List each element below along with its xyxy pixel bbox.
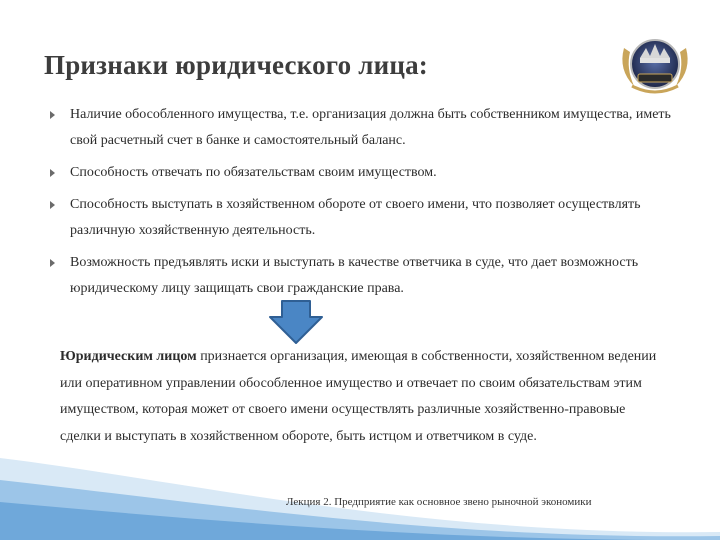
definition-paragraph (60, 344, 666, 450)
definition-term: Юридическим лицом (60, 349, 197, 364)
bullet-text: Способность отвечать по обязательствам своим имуществом. (70, 165, 437, 180)
triangle-bullet-icon (50, 201, 55, 209)
footer-text: Лекция 2. Предприятие как основное звено рыночной экономики (286, 496, 592, 508)
bullet-item (50, 160, 690, 186)
bullet-text: Способность выступать в хозяйственном обороте от своего имени, что позволяет осуществлять различную хозяйственную деятельность. (70, 197, 641, 238)
bullet-list (50, 102, 690, 308)
bullet-text: Возможность предъявлять иски и выступать в качестве ответчика в суде, что дает возможность юридическому лицу защищать свои гражданские права. (70, 255, 639, 296)
down-arrow-icon (268, 299, 324, 345)
bullet-text: Наличие обособленного имущества, т.е. организация должна быть собственником имущества, иметь свой расчетный счет в банке и самостоятельный баланс. (70, 107, 671, 148)
triangle-bullet-icon (50, 111, 55, 119)
emblem-logo-icon (612, 18, 698, 104)
bullet-item (50, 192, 690, 244)
bullet-item (50, 102, 690, 154)
bullet-item (50, 250, 690, 302)
slide-title: Признаки юридического лица: (44, 50, 428, 80)
definition-text: признается организация, имеющая в собственности, хозяйственном ведении или оперативном управлении обособленное имущество и отвечает по своим обязательствам этим имуществом, которая может от своего имени осуществлять различные хозяйственно-правовые сделки и выступать в хозяйственном обороте, быть истцом и ответчиком в суде. (60, 349, 657, 444)
decorative-wave (0, 440, 720, 540)
triangle-bullet-icon (50, 259, 55, 267)
triangle-bullet-icon (50, 169, 55, 177)
